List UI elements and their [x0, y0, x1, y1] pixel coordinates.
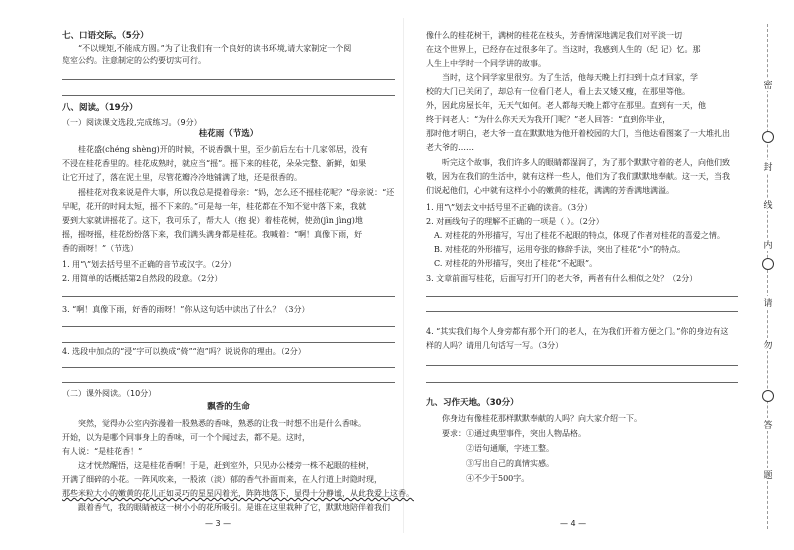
q7-title: 七、口语交际。（5分） [62, 31, 149, 41]
q8-title: 八、阅读。（19分） [62, 103, 138, 113]
question: 2. 对画线句子的理解不正确的一项是（ ）。（2分） [426, 217, 604, 226]
question: 4. 选段中加点的“浸”字可以换成“倚”“泡”吗？说说你的理由。（2分） [62, 347, 306, 356]
seal-char: 勿 [760, 338, 776, 351]
seal-char: 封 [760, 160, 776, 173]
passage-line: 外，因此房屋长年，无天气如何。老人都每天晚上都守在那里。直到有一天，他 [426, 101, 706, 110]
seal-circle [762, 258, 774, 270]
passage-line: 敬，因为在我们的生活中，就有这样一些人，他们为了我们默默地奉献。这一天，当我 [426, 172, 730, 181]
passage-line: 香的雨呀！”（节选） [62, 244, 139, 253]
passage-line: 有人说：“是桂花香！” [62, 447, 143, 456]
passage-line: 听完这个故事，我们许多人的眼睛都湿润了，为了那个默默守着的老人，向他们致 [442, 158, 730, 167]
seal-circle [762, 390, 774, 402]
question: 4. “其实我们每个人身旁都有那个开门的老人，在为我们开着方便之门。”你的身边有这 [426, 327, 729, 336]
passage-line: 桂花盛(chéng shèng)开的时候，不说香飘十里，至少前后左右十几家邻居，没有 [78, 145, 368, 154]
q7-text: “不以规矩,不能成方圆。”为了让我们有一个良好的读书环境,请大家制定一个阅 [78, 44, 352, 53]
passage-line: 开满了细碎的小花。一阵风吹来，一股浓（淡）郁的香气扑面而来，在人行道上时隐时现， [62, 475, 382, 484]
prompt-line: 你身边有像桂花那样默默奉献的人吗？向大家介绍一下。 [442, 414, 642, 423]
seal-char: 请 [760, 296, 776, 309]
passage-line: 老大爷的…… [426, 143, 474, 152]
part2-title: （二）课外阅读。（10分） [62, 389, 157, 398]
passage-line: 摇桂花对我来说是件大事，所以我总是提着母亲：“妈，怎么还不摇桂花呢？”母亲说：“还 [78, 188, 395, 197]
passage-line: 们说起他们，心中就有这样小小的嫩黄的桂花，满满的芳香满地满溢。 [426, 186, 674, 195]
passage-line: 那时他才明白，老大爷一直在默默地为他开着校园的大门，当他达看图案了一大堆扎出 [426, 129, 730, 138]
passage-line: 这才恍然醒悟，这是桂花香啊！于是，赶到室外，只见办公楼旁一株不起眼的桂树， [78, 461, 374, 470]
passage-line: 当时，这个同学家里很穷。为了生活，他每天晚上打扫到十点才回家，学 [442, 73, 698, 82]
passage-line: 突然，觉得办公室内弥漫着一股熟悉的香味，熟悉的让我一时想不出是什么香味。 [78, 419, 366, 428]
passage-line: 让它开过了，落在泥土里，尽管花瓣冷冷地铺满了地，还是很香的。 [62, 173, 302, 182]
seal-char: 密 [760, 78, 776, 91]
question: 3. 文章前面写桂花，后面写打开门的老大爷，两者有什么相似之处？（2分） [426, 274, 698, 283]
q9-title: 九、习作天地。（30分） [426, 398, 519, 408]
seal-line-sidebar [748, 0, 788, 550]
question: 样的人吗？请用几句话写一写。（3分） [426, 341, 564, 350]
answer-line [62, 342, 395, 343]
page-4 [410, 0, 740, 550]
answer-line [62, 95, 395, 96]
part1-title: （一）阅读课文选段,完成练习。（9分） [62, 118, 202, 127]
option-b: B. 对桂花的外形描写，运用夸张的修辞手法，突出了桂花“小”的特点。 [434, 245, 686, 254]
option-a: A. 对桂花的外形描写，写出了桂花不起眼的特点，体现了作者对桂花的喜爱之情。 [434, 231, 725, 240]
question: 2. 用简单的话概括第2自然段的段意。（2分） [62, 274, 223, 283]
requirement: ④不少于500字。 [466, 474, 530, 483]
passage-line: 开始，以为是哪个同事身上的香味，可一个个闻过去，都不是。这时， [62, 433, 310, 442]
requirement: ②语句通顺，字迹工整。 [466, 444, 554, 453]
seal-char: 内 [760, 238, 776, 251]
passage-line: 像什么的桂花树干，满树的桂花在枝头，芳香情深地满足我们对平淡一切 [426, 31, 682, 40]
question: 1. 用“\”划去文中括号里不正确的读音。（3分） [426, 203, 593, 212]
passage-title: 桂花雨（节选） [198, 129, 259, 139]
passage-line: 校的大门已关闭了，却总有一位看门老人，看上去又矮又瘦，在那里等他。 [426, 87, 690, 96]
answer-line [426, 296, 738, 297]
seal-char: 线 [760, 198, 776, 211]
seal-circle [762, 131, 774, 143]
seal-char: 题 [760, 468, 776, 481]
passage-title: 飘香的生命 [207, 402, 250, 412]
seal-dashed-line [767, 24, 768, 529]
passage-line: 终于问老人：“为什么你天天为我开门呢？”老人回答：“直到你毕业， [426, 115, 671, 124]
question: 3. “啊！真像下雨，好香的雨呀！”你从这句话中读出了什么？（3分） [62, 305, 310, 314]
answer-line [62, 79, 395, 80]
answer-line [62, 326, 395, 327]
q7-text: 览室公约。注意制定的公约要切实可行。 [62, 56, 206, 65]
passage-line: 那些米粒大小的嫩黄的花儿正如灵巧的星星闪着光，阵阵地落下，显得十分静谧，从此我爱上这香。 [62, 489, 414, 498]
answer-line [62, 367, 395, 368]
passage-line: 摇，摇呀摇，桂花纷纷落下来，我们满头满身都是桂花。我喊着：“啊！真像下雨，好 [62, 230, 363, 239]
requirement: ③写出自己的真情实感。 [466, 459, 554, 468]
answer-line [62, 382, 395, 383]
requirement: 要求：①通过典型事件，突出人物品格。 [442, 429, 586, 438]
option-c: C. 对桂花的外形描写，突出了桂花“不起眼”。 [434, 259, 598, 268]
page-number: — 4 — [560, 519, 587, 528]
answer-line [426, 382, 738, 383]
passage-line: 人生上中学时一个同学讲的故事。 [426, 59, 546, 68]
answer-line [62, 296, 395, 297]
page-number: — 3 — [205, 519, 232, 528]
answer-line [426, 311, 738, 312]
passage-line: 要到大家就讲摇花了。这下，我可乐了，帮大人（抱 捉）着桂花树，使劲(jìn jìng)地 [62, 216, 363, 225]
seal-char: 答 [760, 418, 776, 431]
passage-line: 在这个世界上，已经存在过很多年了。当这时，我感到人生的（纪 记）忆。那 [426, 45, 701, 54]
passage-line: 不浸在桂花香里的。桂花成熟时，就应当“摇”。摇下来的桂花，朵朵完整、新鲜，如果 [62, 159, 367, 168]
passage-line: 早呢，花开的时间太短，摇不下来的。”可是每一年，桂花都在不知不觉中落下来，我就 [62, 202, 367, 211]
page-divider [403, 18, 404, 533]
passage-line: 跟着香气，我的眼睛被这一树小小的花所吸引。是谁在这里栽种了它，默默地陪伴着我们 [78, 503, 390, 512]
question: 1. 用“\”划去括号里不正确的音节或汉字。（2分） [62, 260, 237, 269]
answer-line [426, 365, 738, 366]
